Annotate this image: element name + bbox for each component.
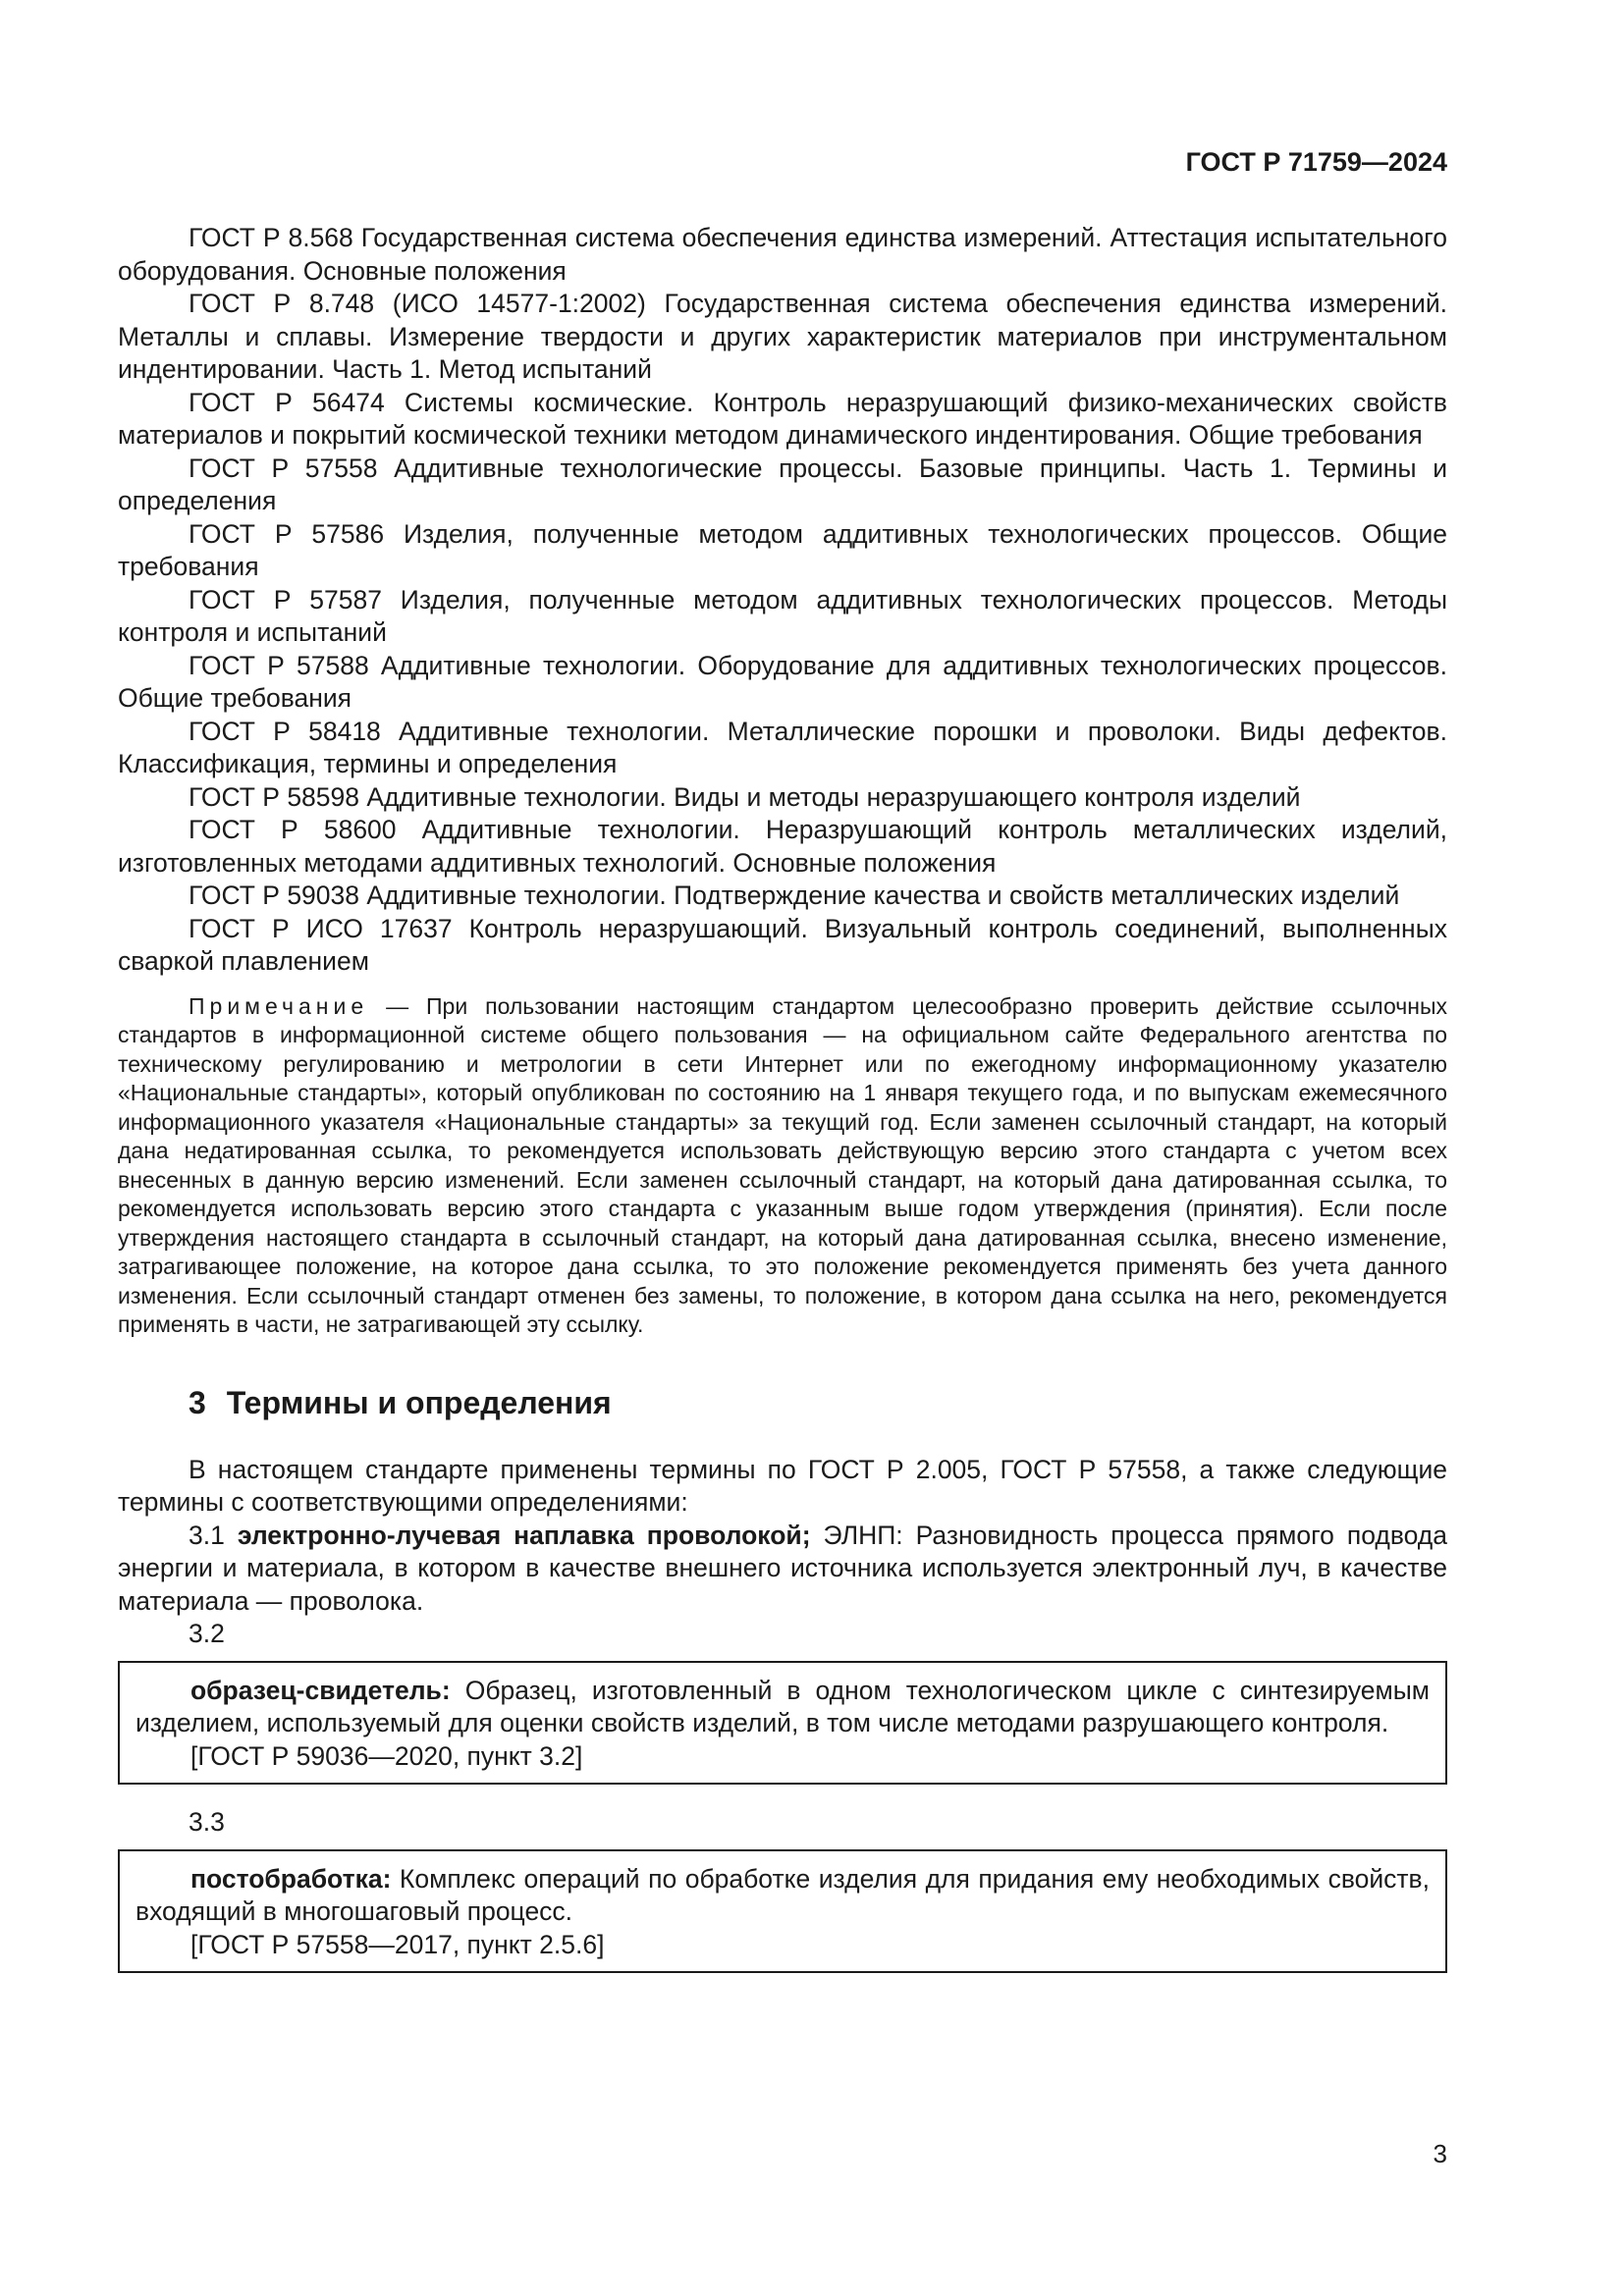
reference-item: ГОСТ Р 58600 Аддитивные технологии. Неразрушающий контроль металлических изделий, изготовленных методами аддитивных технологий. Основные положения [118,815,1447,878]
term-box [118,1661,1447,1786]
page-content [118,222,1447,1973]
term-number: 3.3 [189,1807,225,1837]
reference-item: ГОСТ Р 59038 Аддитивные технологии. Подтверждение качества и свойств металлических изделий [189,881,1400,910]
note-text: — При пользовании настоящим стандартом целесообразно проверить действие ссылочных стандартов в информационной системе общего пользования — на официальном сайте Федерального агентства по техническому регулированию и метрологии в сети Интернет или по ежегодному информационному указателю «Национальные стандарты», который опубликован по состоянию на 1 января текущего года, и по выпускам ежемесячного информационного указателя «Национальные стандарты» за текущий год. Если заменен ссылочный стандарт, на который дана недатированная ссылка, то рекомендуется использовать действующую версию этого стандарта с учетом всех внесенных в данную версию изменений. Если заменен ссылочный стандарт, на который дана датированная ссылка, то рекомендуется использовать версию этого стандарта с указанным выше годом утверждения (принятия). Если после утверждения настоящего стандарта в ссылочный стандарт, на который дана датированная ссылка, внесено изменение, затрагивающее положение, на которое дана ссылка, то это положение рекомендуется применять без учета данного изменения. Если ссылочный стандарт отменен без замены, то положение, в котором дана ссылка на него, рекомендуется применять в части, не затрагивающей эту ссылку. [118,992,1447,1337]
reference-item: ГОСТ Р 57587 Изделия, полученные методом аддитивных технологических процессов. Методы контроля и испытаний [118,584,1447,647]
section-intro: В настоящем стандарте применены термины по ГОСТ Р 2.005, ГОСТ Р 57558, а также следующие термины с соответствующими определениями: [118,1454,1447,1517]
reference-item: ГОСТ Р 56474 Системы космические. Контроль неразрушающий физико-механических свойств материалов и покрытий космической техники методом динамического индентирования. Общие требования [118,387,1447,450]
term-name: образец-свидетель: [190,1675,451,1705]
page-number: 3 [1433,2139,1447,2168]
term-definition: Образец, изготовленный в одном технологическом цикле с синтезируемым изделием, используемый для оценки свойств изделий, в том числе методами разрушающего контроля. [135,1675,1430,1737]
term-definition: Комплекс операций по обработке изделия для придания ему необходимых свойств, входящий в многошаговый процесс. [135,1863,1430,1926]
term-number: 3.2 [189,1619,225,1648]
term-name: электронно-лучевая наплавка проволокой; [237,1520,811,1550]
reference-item: ГОСТ Р 8.568 Государственная система обеспечения единства измерений. Аттестация испытательного оборудования. Основные положения [118,223,1447,286]
reference-item: ГОСТ Р 58418 Аддитивные технологии. Металлические порошки и проволоки. Виды дефектов. Классификация, термины и определения [118,716,1447,778]
term-entry [135,1863,1430,1929]
term-entry [135,1675,1430,1740]
references-list [118,222,1447,979]
reference-item: ГОСТ Р 57586 Изделия, полученные методом аддитивных технологических процессов. Общие требования [118,518,1447,581]
term-number: 3.1 [189,1520,225,1550]
note-label: Примечание [189,992,369,1019]
term-source: [ГОСТ Р 57558—2017, пункт 2.5.6] [190,1929,605,1959]
section-heading [189,1383,1447,1422]
term-source: [ГОСТ Р 59036—2020, пункт 3.2] [190,1740,583,1771]
term-entry [118,1520,1447,1619]
term-definition: ЭЛНП: Разновидность процесса прямого подвода энергии и материала, в котором в качестве внешнего источника используется электронный луч, в качестве материала — проволока. [118,1520,1447,1616]
reference-item: ГОСТ Р 57588 Аддитивные технологии. Оборудование для аддитивных технологических процессов. Общие требования [118,650,1447,713]
reference-item: ГОСТ Р 58598 Аддитивные технологии. Виды и методы неразрушающего контроля изделий [189,781,1301,812]
reference-item: ГОСТ Р ИСО 17637 Контроль неразрушающий. Визуальный контроль соединений, выполненных сваркой плавлением [118,913,1447,976]
section-number: 3 [189,1384,206,1420]
term-name: постобработка: [190,1863,392,1894]
term-box [118,1849,1447,1974]
section-title: Термины и определения [226,1384,612,1420]
document-code: ГОСТ Р 71759—2024 [1185,147,1447,177]
note [118,992,1447,1340]
reference-item: ГОСТ Р 57558 Аддитивные технологические процессы. Базовые принципы. Часть 1. Термины и определения [118,453,1447,515]
reference-item: ГОСТ Р 8.748 (ИСО 14577-1:2002) Государственная система обеспечения единства измерений. Металлы и сплавы. Измерение твердости и других характеристик материалов при инструментальном индентировании. Часть 1. Метод испытаний [118,289,1447,384]
